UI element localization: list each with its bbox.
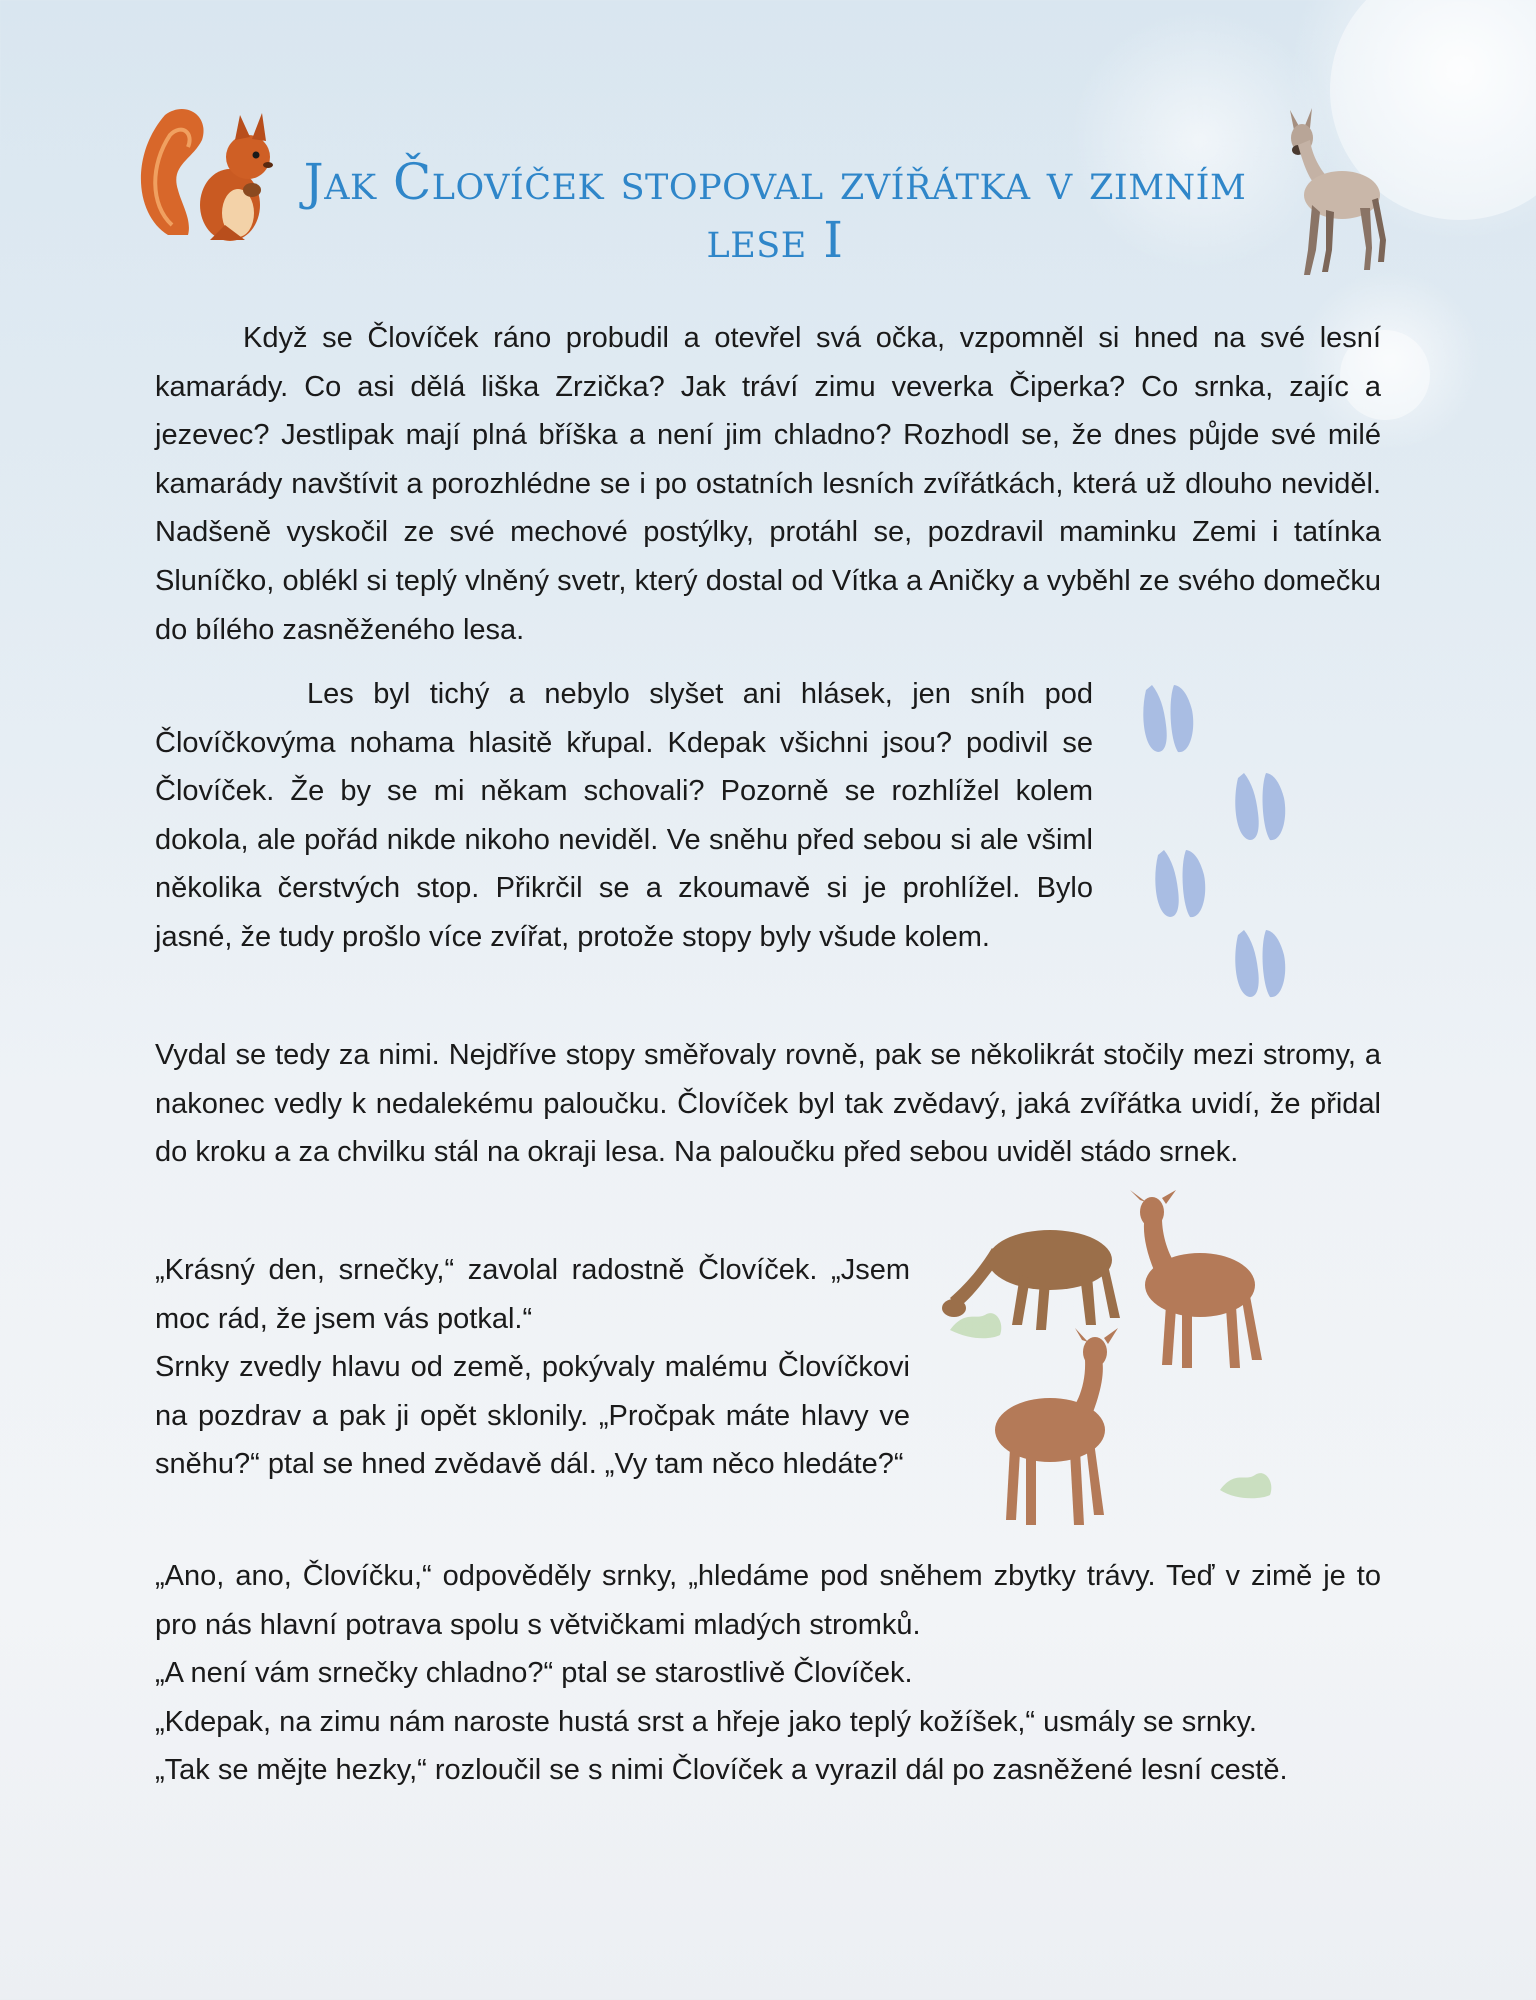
paragraph-forest: [155, 670, 1093, 962]
paragraph-intro-text: Když se Človíček ráno probudil a otevřel svá očka, vzpomněl si hned na své lesní kamarády. Co asi dělá liška Zrzička? Jak tráví zimu veverka Čiperka? Co srnka, zajíc a jezevec? Jestlipak mají plná bříška a není jim chladno? Rozhodl se, že dnes půjde své milé kamarády navštívit a porozhlédne se i po ostatních lesních zvířátkách, která už dlouho neviděl. Nadšeně vyskočil ze své mechové postýlky, protáhl se, pozdravil maminku Zemi i tatínka Sluníčko, oblékl si teplý vlněný svetr, který dostal od Vítka a Aničky a vyběhl ze svého domečku do bílého zasněženého lesa.: [155, 322, 1381, 646]
page-title: Jak Človíček stopoval zvířátka v zimním lese I: [303, 153, 1247, 269]
paragraph-intro: [155, 314, 1381, 654]
hoof-tracks-illustration: [1140, 670, 1320, 1010]
grazing-deer-illustration: [930, 1190, 1350, 1540]
dialog-fur-answer: „Kdepak, na zimu nám naroste hustá srst a hřeje jako teplý kožíšek,“ usmály se srnky.: [155, 1705, 1257, 1738]
paragraph-forest-text: Les byl tichý a nebylo slyšet ani hlásek, jen sníh pod Človíčkovýma nohama hlasitě křupal. Kdepak všichni jsou? podivil se Človíček. Že by se mi někam schovali? Pozorně se rozhlížel kolem dokola, ale pořád nikde nikoho neviděl. Ve sněhu před sebou si ale všiml několika čerstvých stop. Přikrčil se a zkoumavě si je prohlížel. Bylo jasné, že tudy prošlo více zvířat, protože stopy byly všude kolem.: [155, 678, 1093, 953]
squirrel-illustration: [130, 95, 290, 255]
dialog-deer-reply: Srnky zvedly hlavu od země, pokývaly malému Človíčkovi na pozdrav a pak ji opět sklonily. „Pročpak máte hlavy ve sněhu?“ ptal se hned zvědavě dál. „Vy tam něco hledáte?“: [155, 1351, 910, 1481]
dialog-greeting: „Krásný den, srnečky,“ zavolal radostně Človíček. „Jsem moc rád, že jsem vás potkal.“: [155, 1254, 910, 1335]
dialog-deer-food: „Ano, ano, Človíčku,“ odpověděly srnky, „hledáme pod sněhem zbytky trávy. Teď v zimě je to pro nás hlavní potrava spolu s větvičkami mladých stromků.: [155, 1560, 1381, 1641]
title-row: [120, 95, 1420, 275]
dialog-block-2: [155, 1552, 1381, 1795]
deer-illustration: [1260, 100, 1390, 275]
dialog-block-1: [155, 1246, 910, 1489]
dialog-farewell: „Tak se mějte hezky,“ rozloučil se s nimi Človíček a vyrazil dál po zasněžené lesní cestě.: [155, 1754, 1288, 1787]
paragraph-meadow: Vydal se tedy za nimi. Nejdříve stopy směřovaly rovně, pak se několikrát stočily mezi stromy, a nakonec vedly k nedalekému paloučku. Človíček byl tak zvědavý, jaká zvířátka uvidí, že přidal do kroku a za chvilku stál na okraji lesa. Na paloučku před sebou uviděl stádo srnek.: [155, 1039, 1381, 1169]
dialog-cold-question: „A není vám srnečky chladno?“ ptal se starostlivě Človíček.: [155, 1657, 913, 1690]
